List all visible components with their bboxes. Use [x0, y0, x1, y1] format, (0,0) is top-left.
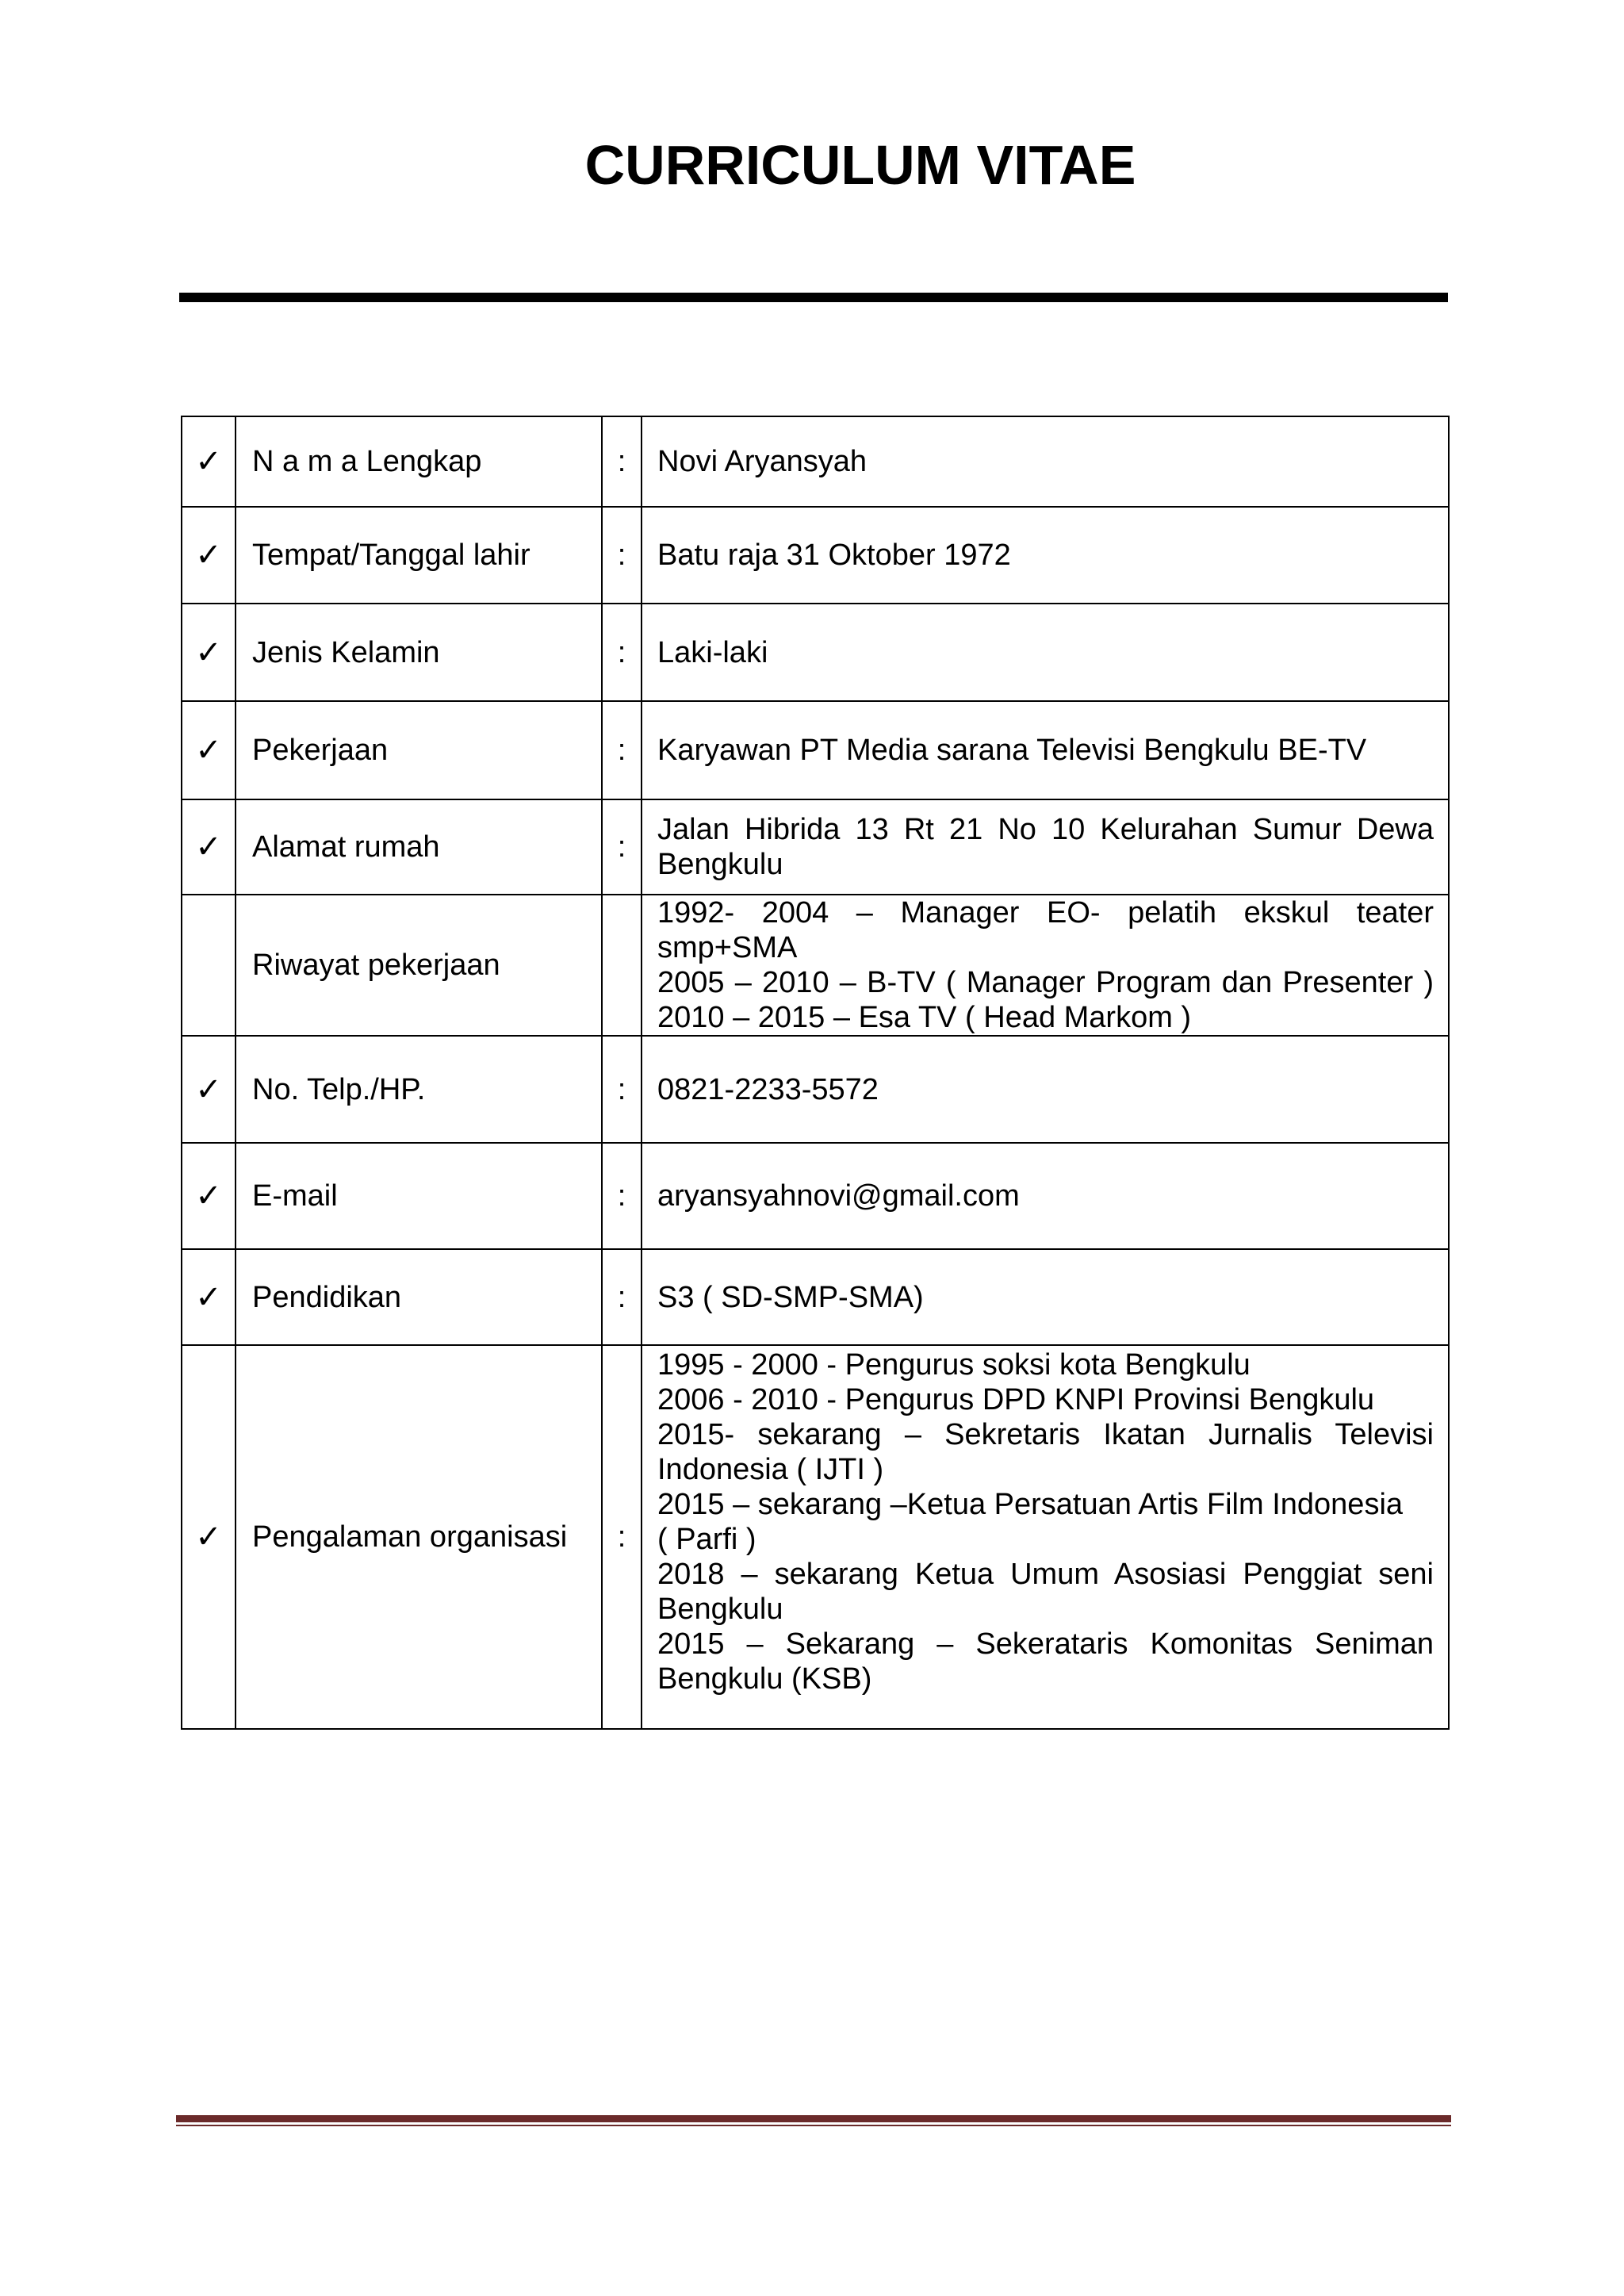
value-line: Indonesia ( IJTI ): [657, 1453, 884, 1486]
field-colon: :: [602, 1345, 642, 1729]
check-icon: ✓: [182, 1345, 236, 1729]
field-value: [642, 1143, 1449, 1249]
check-icon: ✓: [182, 1249, 236, 1345]
value-line: Novi Aryansyah: [657, 445, 868, 478]
value-line: 1992- 2004 – Manager EO- pelatih ekskul teater: [657, 896, 1434, 930]
value-line: 2006 - 2010 - Pengurus DPD KNPI Provinsi Bengkulu: [657, 1383, 1375, 1416]
value-line: 2005 – 2010 – B-TV ( Manager Program dan Presenter ): [657, 966, 1434, 999]
check-cell-empty: [182, 895, 236, 1036]
check-icon: ✓: [182, 799, 236, 895]
value-line: Batu raja 31 Oktober 1972: [657, 539, 1011, 572]
field-label: Pengalaman organisasi: [236, 1345, 602, 1729]
cv-row-organisasi: [182, 1345, 1449, 1729]
cv-row-riwayat: [182, 895, 1449, 1036]
title-divider: [179, 293, 1448, 302]
cv-table: [181, 416, 1450, 1730]
field-label: N a m a Lengkap: [236, 416, 602, 507]
document-title: CURRICULUM VITAE: [584, 134, 1136, 196]
field-value: [642, 701, 1449, 799]
footer-divider-thin: [176, 2125, 1451, 2126]
value-line: 1995 - 2000 - Pengurus soksi kota Bengkulu: [657, 1348, 1251, 1382]
value-line: 2015 – Sekarang – Sekerataris Komonitas Seniman: [657, 1627, 1434, 1661]
cv-row-ttl: [182, 507, 1449, 604]
value-line: 2010 – 2015 – Esa TV ( Head Markom ): [657, 1001, 1192, 1034]
field-colon: :: [602, 1036, 642, 1143]
field-colon: :: [602, 416, 642, 507]
field-colon: :: [602, 799, 642, 895]
field-colon: [602, 895, 642, 1036]
field-label: Pendidikan: [236, 1249, 602, 1345]
check-icon: ✓: [182, 1036, 236, 1143]
field-colon: :: [602, 701, 642, 799]
value-line: Laki-laki: [657, 635, 768, 669]
check-icon: ✓: [182, 507, 236, 604]
field-colon: :: [602, 604, 642, 701]
check-icon: ✓: [182, 604, 236, 701]
value-line: Bengkulu: [657, 848, 783, 881]
field-colon: :: [602, 507, 642, 604]
field-label: Riwayat pekerjaan: [236, 895, 602, 1036]
field-value: [642, 1249, 1449, 1345]
field-label: No. Telp./HP.: [236, 1036, 602, 1143]
field-value: [642, 1036, 1449, 1143]
field-value: [642, 895, 1449, 1036]
value-line: ( Parfi ): [657, 1523, 756, 1556]
field-label: Pekerjaan: [236, 701, 602, 799]
value-line: 2018 – sekarang Ketua Umum Asosiasi Penggiat seni: [657, 1558, 1434, 1591]
field-value: [642, 507, 1449, 604]
field-colon: :: [602, 1143, 642, 1249]
field-value: [642, 416, 1449, 507]
check-icon: ✓: [182, 1143, 236, 1249]
field-value: [642, 799, 1449, 895]
cv-row-pekerjaan: [182, 701, 1449, 799]
value-line: aryansyahnovi@gmail.com: [657, 1179, 1020, 1213]
field-label: Tempat/Tanggal lahir: [236, 507, 602, 604]
value-line: Bengkulu: [657, 1593, 783, 1626]
cv-row-kelamin: [182, 604, 1449, 701]
value-line: Bengkulu (KSB): [657, 1662, 872, 1696]
cv-row-pendidikan: [182, 1249, 1449, 1345]
value-line: 2015- sekarang – Sekretaris Ikatan Jurnalis Televisi: [657, 1418, 1434, 1451]
field-label: E-mail: [236, 1143, 602, 1249]
cv-table-body: [182, 416, 1449, 1729]
value-line: 2015 – sekarang –Ketua Persatuan Artis Film Indonesia: [657, 1488, 1404, 1521]
field-label: Alamat rumah: [236, 799, 602, 895]
check-icon: ✓: [182, 416, 236, 507]
value-line: S3 ( SD-SMP-SMA): [657, 1280, 924, 1314]
cv-row-alamat: [182, 799, 1449, 895]
footer-divider: [176, 2115, 1451, 2122]
value-line: 0821-2233-5572: [657, 1072, 879, 1106]
value-line: smp+SMA: [657, 931, 798, 964]
cv-row-nama: [182, 416, 1449, 507]
field-value: [642, 1345, 1449, 1729]
field-label: Jenis Kelamin: [236, 604, 602, 701]
check-icon: ✓: [182, 701, 236, 799]
value-line: Karyawan PT Media sarana Televisi Bengkulu BE-TV: [657, 734, 1367, 767]
field-value: [642, 604, 1449, 701]
field-colon: :: [602, 1249, 642, 1345]
value-line: Jalan Hibrida 13 Rt 21 No 10 Kelurahan Sumur Dewa: [657, 813, 1434, 846]
cv-row-telp: [182, 1036, 1449, 1143]
cv-row-email: [182, 1143, 1449, 1249]
